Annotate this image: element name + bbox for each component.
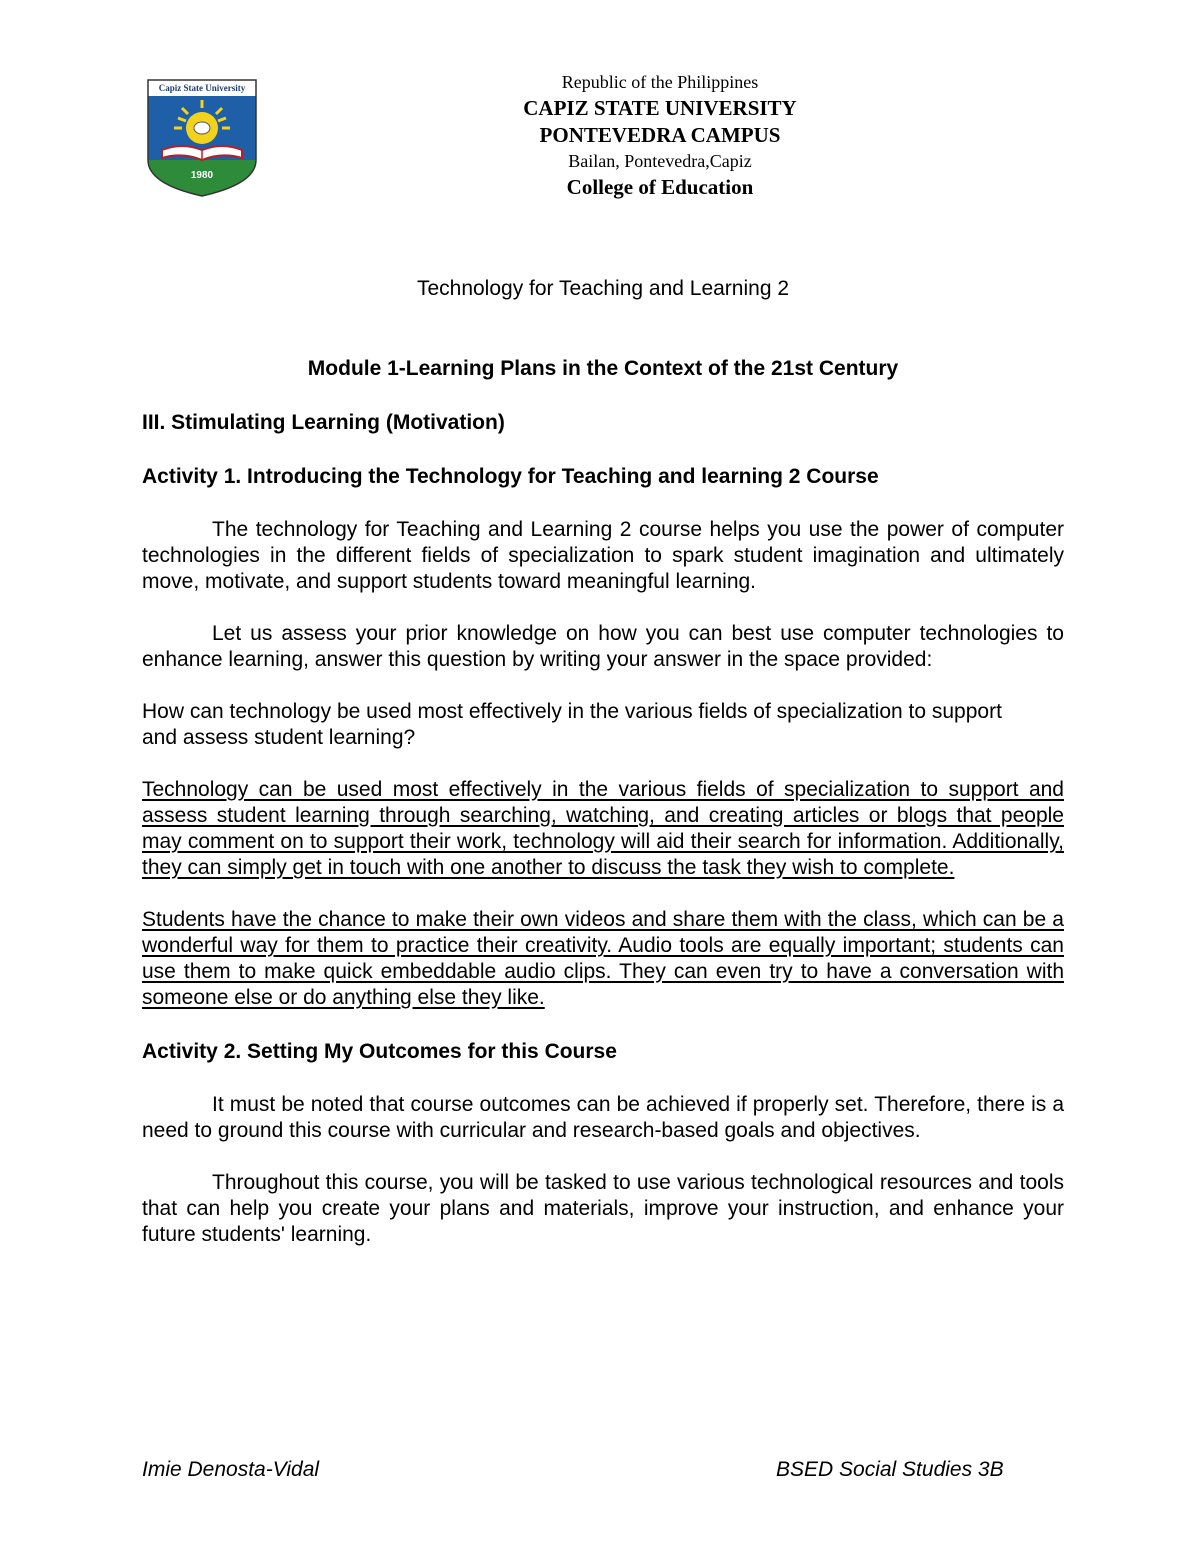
footer-author: Imie Denosta-Vidal	[142, 1458, 320, 1481]
footer-class: BSED Social Studies 3B	[776, 1458, 1004, 1481]
section-heading: III. Stimulating Learning (Motivation)	[142, 411, 505, 434]
document-body	[142, 276, 1064, 1248]
logo-name-text: Capiz State University	[158, 83, 246, 93]
campus-name: PONTEVEDRA CAMPUS	[539, 123, 781, 147]
answer-paragraph-1: Technology can be used most effectively in the various fields of specialization to support and assess student learning through searching, watching, and creating articles or blogs that people may comment on to support their work, technology will aid their search for information. Additionally, they can simply get in touch with one another to discuss the task they wish to complete.	[142, 778, 1064, 879]
activity1-paragraph-1: The technology for Teaching and Learning 2 course helps you use the power of computer technologies in the different fields of specialization to spark student imagination and ultimately move, motivate, and support students toward meaningful learning.	[142, 518, 1064, 593]
country-line: Republic of the Philippines	[561, 72, 759, 92]
university-logo	[144, 76, 260, 198]
activity2-paragraph-2: Throughout this course, you will be tasked to use various technological resources and tools that can help you create your plans and materials, improve your instruction, and enhance your future students' learning.	[142, 1171, 1064, 1246]
letterhead	[500, 70, 820, 201]
university-name: CAPIZ STATE UNIVERSITY	[523, 96, 797, 120]
logo-year: 1980	[190, 170, 214, 181]
course-title: Technology for Teaching and Learning 2	[416, 277, 790, 300]
college-name: College of Education	[566, 175, 754, 199]
activity2-paragraph-1: It must be noted that course outcomes can be achieved if properly set. Therefore, there is a need to ground this course with curricular and research-based goals and objectives.	[142, 1093, 1064, 1142]
activity1-question: How can technology be used most effectively in the various fields of specialization to support and assess student learning?	[142, 700, 1002, 749]
activity1-heading: Activity 1. Introducing the Technology for Teaching and learning 2 Course	[142, 465, 879, 488]
activity1-paragraph-2: Let us assess your prior knowledge on how you can best use computer technologies to enhance learning, answer this question by writing your answer in the space provided:	[142, 622, 1064, 671]
answer-paragraph-2: Students have the chance to make their own videos and share them with the class, which can be a wonderful way for them to practice their creativity. Audio tools are equally important; students can use them to make quick embeddable audio clips. They can even try to have a conversation with someone else or do anything else they like.	[142, 908, 1064, 1009]
activity2-heading: Activity 2. Setting My Outcomes for this Course	[142, 1040, 617, 1063]
address-line: Bailan, Pontevedra,Capiz	[568, 151, 752, 171]
module-title: Module 1-Learning Plans in the Context of the 21st Century	[307, 357, 899, 380]
